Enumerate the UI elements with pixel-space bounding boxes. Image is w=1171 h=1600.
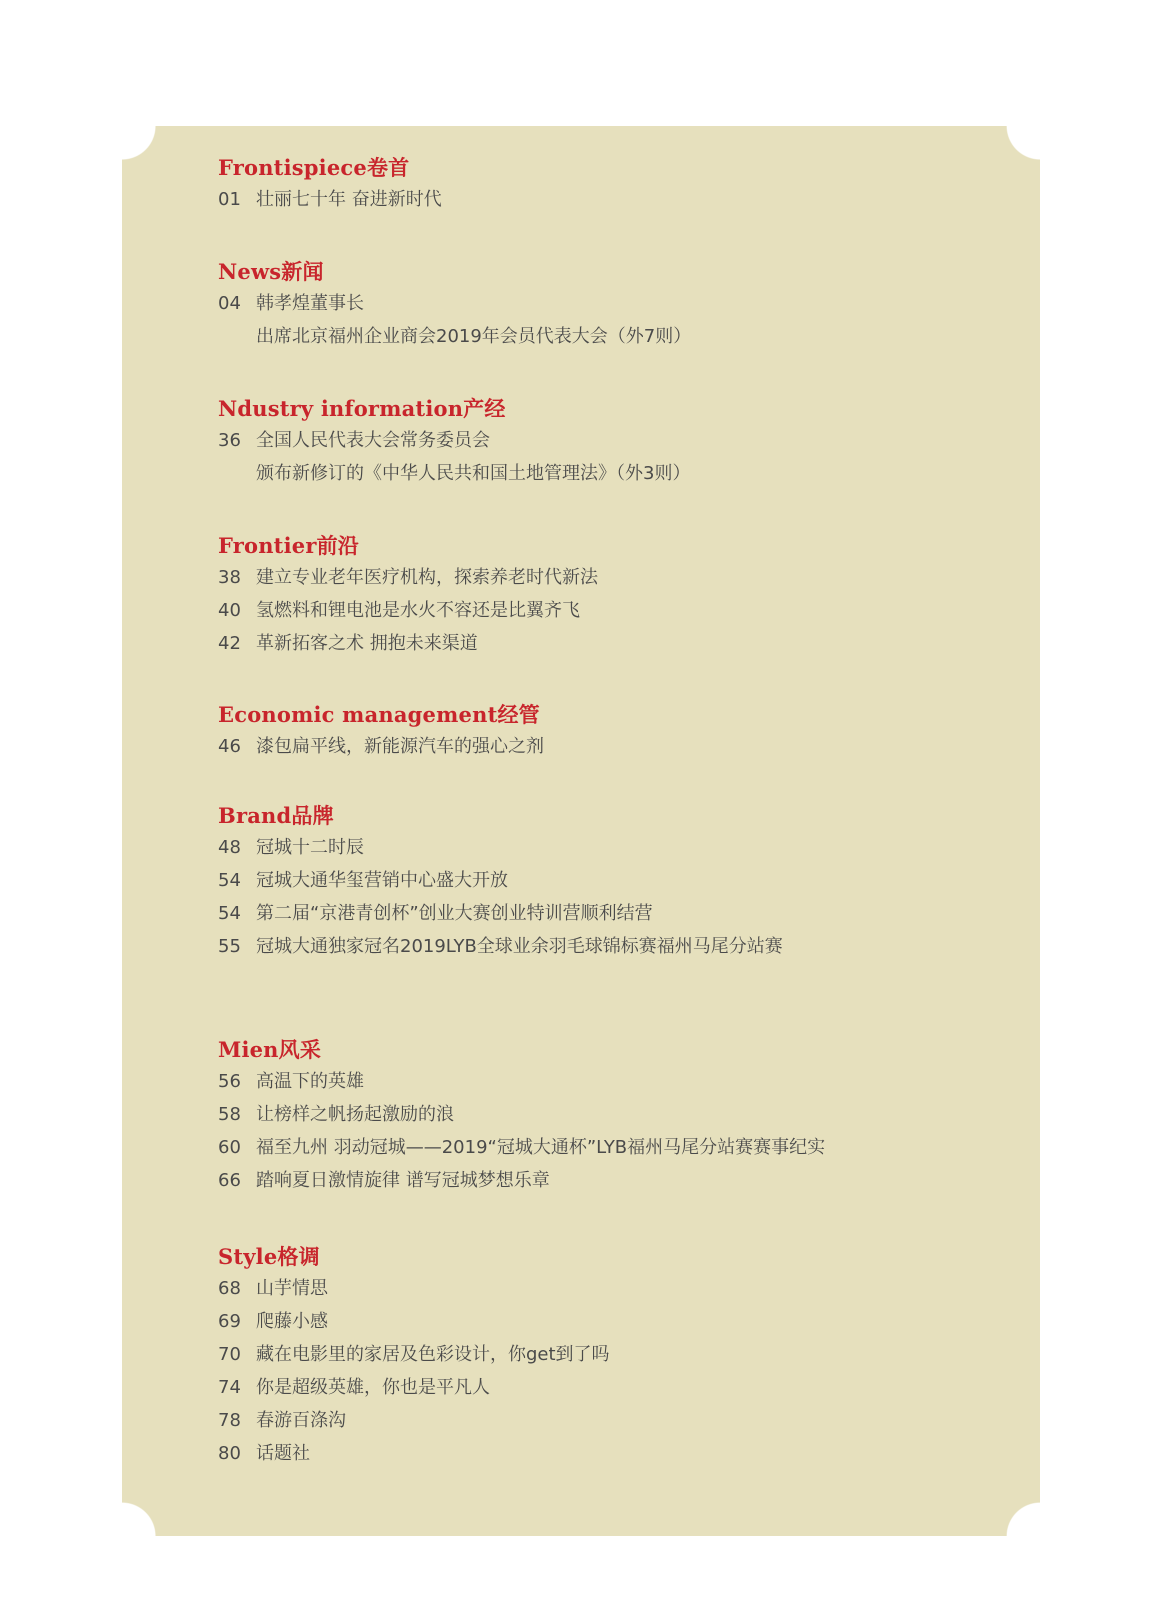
toc-entry[interactable] [218,561,598,594]
page-number: 36 [218,430,241,451]
entry-title: 冠城十二时辰 [256,837,364,858]
toc-entry[interactable] [218,831,783,864]
page-number: 80 [218,1443,241,1464]
section-title: News新闻 [218,259,324,284]
page-number: 54 [218,870,241,891]
toc-entry[interactable] [218,1371,610,1404]
page-number: 74 [218,1377,241,1398]
toc-entry[interactable] [218,183,442,216]
toc-entry[interactable] [218,1164,825,1197]
page-number: 78 [218,1410,241,1431]
entry-title: 建立专业老年医疗机构，探索养老时代新法 [256,567,598,588]
toc-entry[interactable] [218,730,544,763]
section-title: Frontispiece卷首 [218,155,410,180]
page-number: 42 [218,633,241,654]
toc-entry[interactable] [218,1305,610,1338]
entry-title: 藏在电影里的家居及色彩设计，你get到了吗 [256,1344,610,1365]
entry-title: 韩孝煌董事长 [256,293,364,314]
section-frontispiece [218,153,442,216]
section-style [218,1242,610,1470]
entry-title: 踏响夏日激情旋律 谱写冠城梦想乐章 [256,1170,550,1191]
entry-title: 春游百涤沟 [256,1410,346,1431]
entry-title: 壮丽七十年 奋进新时代 [256,189,442,210]
toc-entry[interactable] [218,864,783,897]
section-title: Brand品牌 [218,803,334,828]
toc-entry[interactable] [218,1065,825,1098]
page-number: 38 [218,567,241,588]
page-number: 60 [218,1137,241,1158]
toc-entry[interactable] [218,1272,610,1305]
section-brand [218,801,783,963]
toc-entry[interactable] [218,594,598,627]
page-number: 04 [218,293,241,314]
entry-title: 山芋情思 [256,1278,328,1299]
section-title: Mien风采 [218,1037,322,1062]
entry-title: 高温下的英雄 [256,1071,364,1092]
toc-entry[interactable] [218,627,598,660]
entry-title: 漆包扁平线，新能源汽车的强心之剂 [256,736,544,757]
entry-title: 福至九州 羽动冠城——2019“冠城大通杯”LYB福州马尾分站赛赛事纪实 [256,1137,826,1158]
section-frontier [218,531,598,660]
toc-entry[interactable] [218,1437,610,1470]
page-number: 68 [218,1278,241,1299]
section-news [218,257,691,353]
section-industry-information [218,394,690,490]
toc-entry[interactable] [218,897,783,930]
entry-title: 你是超级英雄，你也是平凡人 [256,1377,490,1398]
entry-title: 冠城大通华玺营销中心盛大开放 [256,870,508,891]
entry-title-continued: 颁布新修订的《中华人民共和国土地管理法》（外3则） [256,463,691,484]
toc-entry[interactable] [218,1098,825,1131]
entry-title: 第二届“京港青创杯”创业大赛创业特训营顺利结营 [256,903,653,924]
page-number: 58 [218,1104,241,1125]
section-title: Ndustry information产经 [218,396,506,421]
entry-title: 全国人民代表大会常务委员会 [256,430,490,451]
entry-title-continued: 出席北京福州企业商会2019年会员代表大会（外7则） [256,326,692,347]
toc-entry[interactable] [218,1131,825,1164]
toc-entry[interactable] [218,287,691,353]
section-mien [218,1035,825,1197]
page-number: 40 [218,600,241,621]
entry-title: 氢燃料和锂电池是水火不容还是比翼齐飞 [256,600,580,621]
page-number: 48 [218,837,241,858]
page-number: 66 [218,1170,241,1191]
section-title: Frontier前沿 [218,533,359,558]
entry-title: 爬藤小感 [256,1311,328,1332]
entry-title: 话题社 [256,1443,310,1464]
section-title: Economic management经管 [218,702,540,727]
entry-title: 让榜样之帆扬起激励的浪 [256,1104,454,1125]
page-number: 69 [218,1311,241,1332]
section-title: Style格调 [218,1244,320,1269]
toc-entry[interactable] [218,1404,610,1437]
toc-entry[interactable] [218,424,690,490]
toc-entry[interactable] [218,1338,610,1371]
page-number: 46 [218,736,241,757]
page-number: 70 [218,1344,241,1365]
page-number: 01 [218,189,241,210]
entry-title: 冠城大通独家冠名2019LYB全球业余羽毛球锦标赛福州马尾分站赛 [256,936,783,957]
toc-entry[interactable] [218,930,783,963]
section-economic-management [218,700,544,763]
entry-title: 革新拓客之术 拥抱未来渠道 [256,633,478,654]
page-number: 55 [218,936,241,957]
page-number: 54 [218,903,241,924]
page-number: 56 [218,1071,241,1092]
